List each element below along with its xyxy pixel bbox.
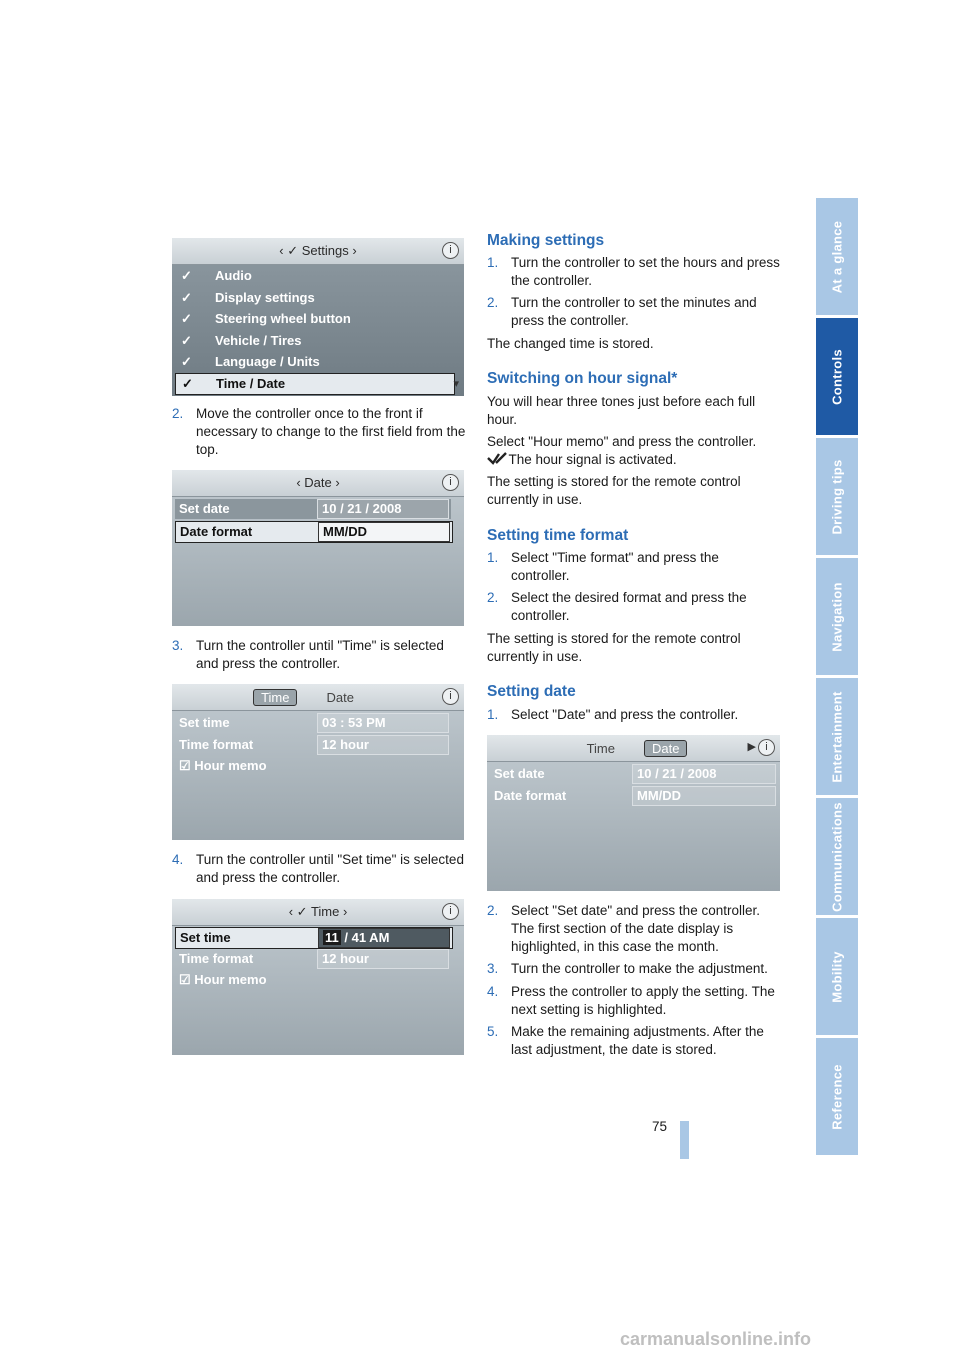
time-format-note: The setting is stored for the remote control currently in use. bbox=[487, 631, 741, 664]
side-tab-bar bbox=[816, 198, 858, 1158]
side-tab-communications[interactable]: Communications bbox=[816, 798, 858, 915]
scroll-down-icon[interactable]: ▾ bbox=[453, 378, 459, 390]
screen-title-bar bbox=[487, 735, 780, 762]
side-tab-entertainment[interactable]: Entertainment bbox=[816, 678, 858, 795]
date-tab-screen bbox=[487, 735, 780, 891]
set-time-row[interactable]: Set time 11 / 41 AM bbox=[175, 927, 453, 949]
heading-time-format: Setting time format bbox=[487, 527, 629, 544]
menu-item-time-date[interactable]: Time / Date ✓ bbox=[175, 373, 455, 395]
language-icon: ✓ bbox=[181, 354, 192, 369]
set-date-row[interactable]: Set date 10 / 21 / 2008 bbox=[175, 499, 451, 519]
menu-item-audio[interactable]: Audio ✓ bbox=[175, 266, 445, 286]
info-icon[interactable]: i bbox=[442, 688, 459, 705]
side-tab-navigation[interactable]: Navigation bbox=[816, 558, 858, 675]
settings-menu-screen bbox=[172, 238, 464, 396]
side-tab-driving-tips[interactable]: Driving tips bbox=[816, 438, 858, 555]
checkbox-icon: ☑ bbox=[179, 758, 191, 773]
hour-signal-p2: Select "Hour memo" and press the controller. bbox=[487, 434, 757, 449]
arrow-right-icon[interactable]: ▶ bbox=[747, 741, 756, 753]
screen-title-bar bbox=[172, 684, 464, 711]
info-icon[interactable]: i bbox=[442, 903, 459, 920]
side-tab-controls[interactable]: Controls bbox=[816, 318, 858, 435]
menu-item-display-settings[interactable]: Display settings ✓ bbox=[175, 288, 445, 308]
audio-icon: ✓ bbox=[181, 268, 192, 283]
tab-time[interactable]: Time bbox=[253, 689, 297, 706]
set-time-row[interactable]: Set time 03 : 53 PM bbox=[175, 713, 451, 733]
info-icon[interactable]: i bbox=[442, 474, 459, 491]
tab-date[interactable]: Date bbox=[644, 740, 687, 757]
time-screen bbox=[172, 899, 464, 1055]
checkmark-icon bbox=[487, 452, 505, 464]
side-tab-mobility[interactable]: Mobility bbox=[816, 918, 858, 1035]
screen-title-bar: ‹ Date › i bbox=[172, 470, 464, 497]
display-icon: ✓ bbox=[181, 290, 192, 305]
time-format-row[interactable]: Time format 12 hour bbox=[175, 735, 451, 755]
time-tab-screen bbox=[172, 684, 464, 840]
hour-memo-row[interactable]: ☑ Hour memo bbox=[179, 758, 267, 773]
info-icon[interactable]: i bbox=[442, 242, 459, 259]
date-format-row[interactable]: Date format MM/DD bbox=[175, 521, 453, 543]
menu-item-vehicle-tires[interactable]: Vehicle / Tires ✓ bbox=[175, 331, 445, 351]
heading-hour-signal: Switching on hour signal* bbox=[487, 370, 678, 387]
making-note: The changed time is stored. bbox=[487, 336, 654, 351]
info-icon[interactable]: i bbox=[758, 739, 775, 756]
date-screen bbox=[172, 470, 464, 626]
screen-title: Settings bbox=[301, 243, 349, 258]
steering-wheel-icon: ✓ bbox=[181, 311, 192, 326]
page-marker bbox=[680, 1121, 689, 1159]
tab-date[interactable]: Date bbox=[326, 690, 354, 705]
checkbox-icon: ☑ bbox=[179, 972, 191, 987]
side-tab-at-a-glance[interactable]: At a glance bbox=[816, 198, 858, 315]
tab-time[interactable]: Time bbox=[586, 741, 615, 756]
screen-title: Time bbox=[310, 904, 340, 919]
date-format-row[interactable]: Date format MM/DD bbox=[490, 786, 778, 806]
watermark: carmanualsonline.info bbox=[620, 1329, 812, 1349]
heading-making-settings: Making settings bbox=[487, 232, 605, 249]
side-tab-reference[interactable]: Reference bbox=[816, 1038, 858, 1155]
hour-signal-p4: The setting is stored for the remote control currently in use. bbox=[487, 474, 741, 507]
hour-signal-p1: You will hear three tones just before each full hour. bbox=[487, 394, 756, 427]
clock-icon: ✓ bbox=[182, 376, 193, 391]
hour-memo-row[interactable]: ☑ Hour memo bbox=[179, 972, 267, 987]
clock-icon: ✓ bbox=[296, 904, 308, 919]
page-number: 75 bbox=[652, 1119, 668, 1134]
screen-title: Date bbox=[304, 475, 332, 490]
screen-title-bar: ‹ ✓ Settings › i bbox=[172, 238, 464, 265]
hour-field[interactable]: 11 bbox=[325, 930, 339, 945]
set-date-row[interactable]: Set date 10 / 21 / 2008 bbox=[490, 764, 778, 784]
settings-icon: ✓ bbox=[287, 243, 299, 258]
menu-item-steering-wheel-button[interactable]: Steering wheel button ✓ bbox=[175, 309, 445, 329]
vehicle-icon: ✓ bbox=[181, 333, 192, 348]
menu-item-language-units[interactable]: Language / Units ✓ bbox=[175, 352, 445, 372]
hour-signal-p3: The hour signal is activated. bbox=[487, 451, 783, 469]
screen-title-bar: ‹ ✓ Time › i bbox=[172, 899, 464, 926]
heading-setting-date: Setting date bbox=[487, 683, 576, 700]
time-format-row[interactable]: Time format 12 hour bbox=[175, 949, 451, 969]
